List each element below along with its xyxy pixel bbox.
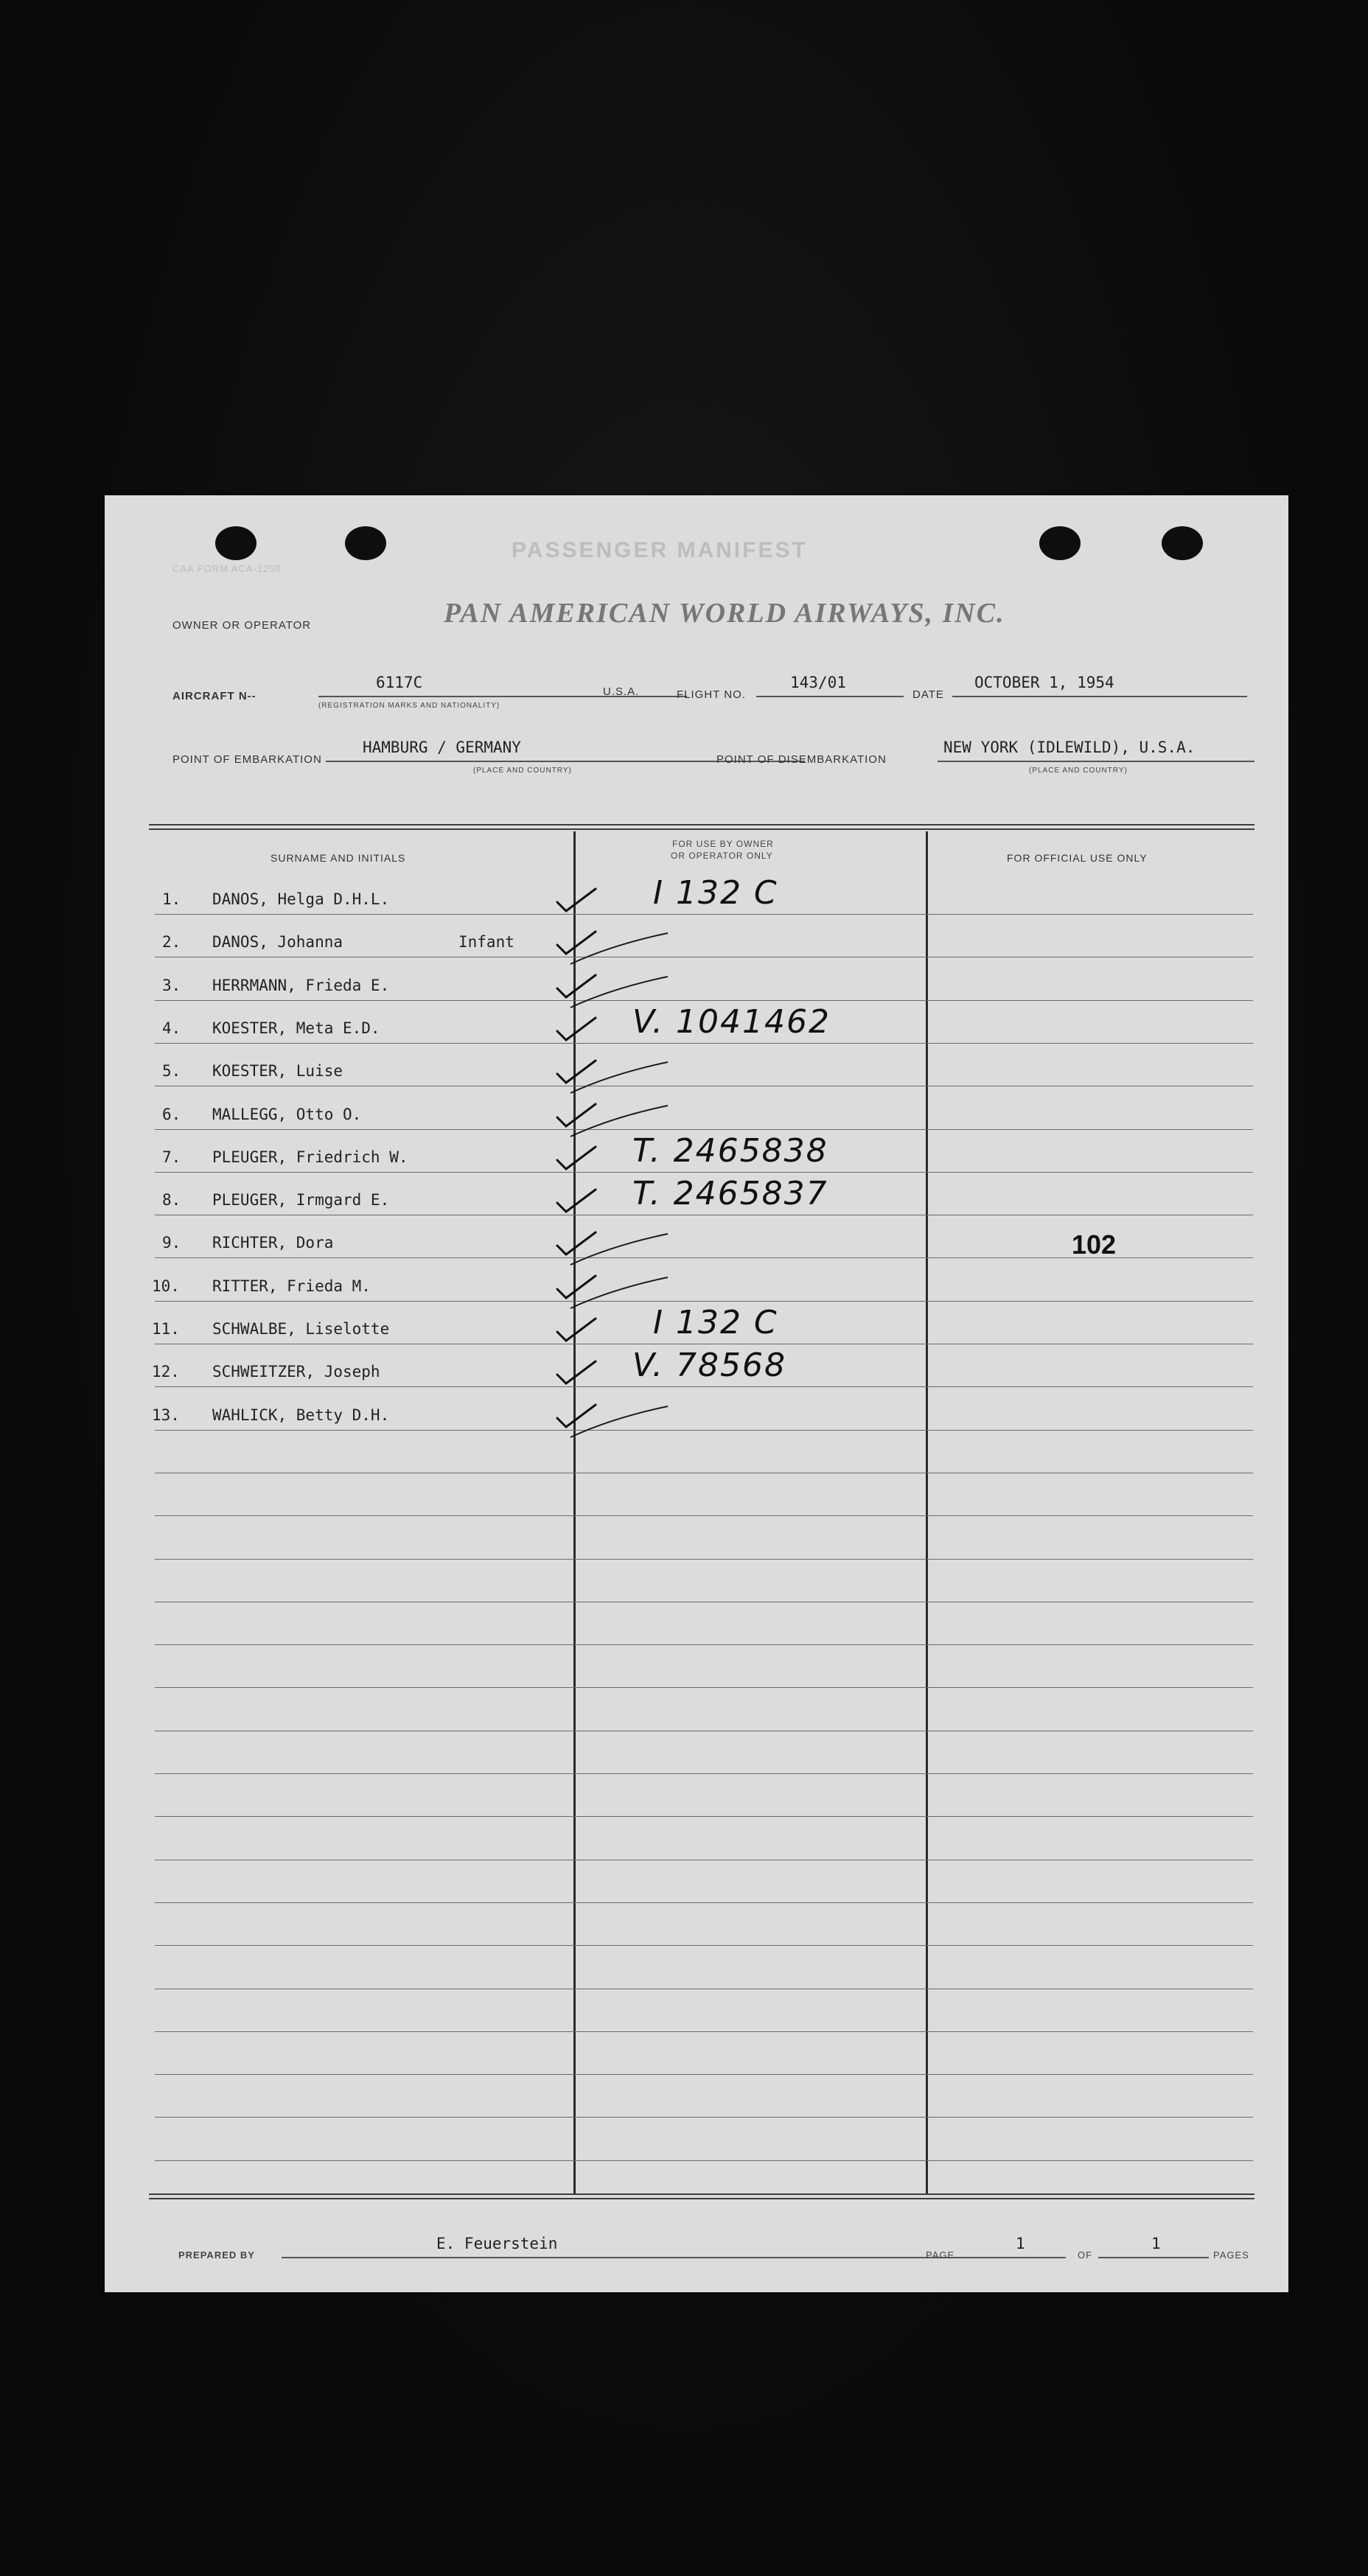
passenger-number: 2. bbox=[162, 933, 181, 951]
passenger-number: 6. bbox=[162, 1106, 181, 1123]
handwritten-code: T. 2465837 bbox=[632, 1175, 828, 1212]
handwritten-code: V. 78568 bbox=[632, 1347, 786, 1384]
handwritten-code: V. 1041462 bbox=[632, 1003, 831, 1041]
passenger-number: 12. bbox=[152, 1363, 180, 1381]
row-rule bbox=[155, 1773, 1253, 1774]
passenger-number: 1. bbox=[162, 890, 181, 908]
passenger-number: 7. bbox=[162, 1148, 181, 1166]
prepared-by-value: E. Feuerstein bbox=[436, 2235, 558, 2252]
row-rule bbox=[155, 1172, 1253, 1173]
slash-mark-icon bbox=[568, 930, 671, 970]
check-mark-icon bbox=[554, 1144, 598, 1176]
passenger-number: 10. bbox=[152, 1277, 180, 1295]
row-rule bbox=[155, 2074, 1253, 2075]
column-divider bbox=[926, 831, 928, 2195]
of-label: OF bbox=[1078, 2249, 1093, 2261]
passenger-number: 8. bbox=[162, 1191, 181, 1209]
passenger-name: WAHLICK, Betty D.H. bbox=[212, 1406, 390, 1424]
row-rule bbox=[155, 2117, 1253, 2118]
passenger-number: 3. bbox=[162, 977, 181, 994]
embarkation-note: (PLACE AND COUNTRY) bbox=[473, 767, 572, 775]
airline-name: PAN AMERICAN WORLD AIRWAYS, INC. bbox=[444, 598, 1005, 629]
punch-hole bbox=[345, 526, 386, 560]
row-rule bbox=[155, 1043, 1253, 1044]
usa-label: U.S.A. bbox=[603, 685, 640, 698]
passenger-number: 13. bbox=[152, 1406, 180, 1424]
row-rule bbox=[155, 1301, 1253, 1302]
passenger-note: Infant bbox=[458, 933, 514, 951]
punch-hole bbox=[1162, 526, 1203, 560]
row-rule bbox=[155, 1816, 1253, 1817]
faded-form-title: PASSENGER MANIFEST bbox=[512, 538, 808, 562]
row-rule bbox=[155, 1687, 1253, 1688]
registration-note: (REGISTRATION MARKS AND NATIONALITY) bbox=[318, 702, 500, 710]
owner-column-header-line1: FOR USE BY OWNER bbox=[672, 839, 774, 849]
owner-column-header-line2: OR OPERATOR ONLY bbox=[671, 851, 773, 861]
row-rule bbox=[155, 2160, 1253, 2161]
row-rule bbox=[155, 2031, 1253, 2032]
slash-mark-icon bbox=[568, 1403, 671, 1443]
passenger-name: KOESTER, Luise bbox=[212, 1062, 343, 1080]
handwritten-code: I 132 C bbox=[653, 1304, 778, 1341]
official-column-header: FOR OFFICIAL USE ONLY bbox=[1007, 852, 1148, 864]
passenger-name: RICHTER, Dora bbox=[212, 1234, 334, 1252]
disembarkation-underline bbox=[938, 761, 1254, 762]
owner-label: OWNER OR OPERATOR bbox=[172, 619, 312, 632]
row-rule bbox=[155, 1902, 1253, 1903]
of-underline bbox=[1098, 2257, 1209, 2258]
row-rule bbox=[155, 1430, 1253, 1431]
aircraft-label: AIRCRAFT N-- bbox=[172, 690, 256, 702]
passenger-name: MALLEGG, Otto O. bbox=[212, 1106, 362, 1123]
prepared-underline bbox=[282, 2257, 989, 2258]
manifest-sheet bbox=[105, 495, 1288, 2292]
surname-column-header: SURNAME AND INITIALS bbox=[271, 852, 406, 864]
check-mark-icon bbox=[554, 1358, 598, 1391]
row-rule bbox=[155, 1000, 1253, 1001]
date-underline bbox=[952, 696, 1247, 697]
table-bottom-rule bbox=[149, 2198, 1254, 2199]
of-value: 1 bbox=[1151, 2235, 1161, 2252]
handwritten-code: I 132 C bbox=[653, 874, 778, 912]
date-label: DATE bbox=[912, 688, 944, 701]
embarkation-value: HAMBURG / GERMANY bbox=[363, 739, 521, 756]
check-mark-icon bbox=[554, 886, 598, 918]
table-top-rule bbox=[149, 824, 1254, 825]
punch-hole bbox=[215, 526, 256, 560]
embarkation-label: POINT OF EMBARKATION bbox=[172, 753, 322, 766]
row-rule bbox=[155, 1644, 1253, 1645]
passenger-name: SCHWEITZER, Joseph bbox=[212, 1363, 380, 1381]
slash-mark-icon bbox=[568, 1059, 671, 1099]
row-rule bbox=[155, 1386, 1253, 1387]
passenger-name: RITTER, Frieda M. bbox=[212, 1277, 371, 1295]
passenger-name: PLEUGER, Friedrich W. bbox=[212, 1148, 408, 1166]
row-rule bbox=[155, 1559, 1253, 1560]
passenger-name: DANOS, Helga D.H.L. bbox=[212, 890, 390, 908]
page-underline bbox=[963, 2257, 1066, 2258]
punch-hole bbox=[1039, 526, 1081, 560]
passenger-number: 5. bbox=[162, 1062, 181, 1080]
passenger-name: PLEUGER, Irmgard E. bbox=[212, 1191, 390, 1209]
passenger-number: 11. bbox=[152, 1320, 180, 1338]
page-label: PAGE bbox=[926, 2249, 955, 2261]
handwritten-code: T. 2465838 bbox=[632, 1132, 828, 1170]
check-mark-icon bbox=[554, 1316, 598, 1348]
passenger-name: HERRMANN, Frieda E. bbox=[212, 977, 390, 994]
flight-value: 143/01 bbox=[790, 674, 846, 691]
disembarkation-value: NEW YORK (IDLEWILD), U.S.A. bbox=[943, 739, 1196, 756]
aircraft-value: 6117C bbox=[376, 674, 423, 691]
slash-mark-icon bbox=[568, 1231, 671, 1271]
row-rule bbox=[155, 914, 1253, 915]
passenger-number: 9. bbox=[162, 1234, 181, 1252]
prepared-by-label: PREPARED BY bbox=[178, 2249, 255, 2261]
date-value: OCTOBER 1, 1954 bbox=[974, 674, 1114, 691]
row-rule bbox=[155, 1129, 1253, 1130]
official-number: 102 bbox=[1072, 1229, 1117, 1260]
table-bottom-rule bbox=[149, 2193, 1254, 2195]
flight-label: FLIGHT NO. bbox=[677, 688, 746, 701]
passenger-number: 4. bbox=[162, 1019, 181, 1037]
check-mark-icon bbox=[554, 1187, 598, 1219]
check-mark-icon bbox=[554, 1015, 598, 1047]
flight-underline bbox=[756, 696, 904, 697]
table-top-rule bbox=[149, 828, 1254, 830]
row-rule bbox=[155, 1515, 1253, 1516]
passenger-name: SCHWALBE, Liselotte bbox=[212, 1320, 390, 1338]
form-number: CAA FORM ACA-1250 bbox=[172, 563, 282, 574]
passenger-name: DANOS, Johanna bbox=[212, 933, 343, 951]
row-rule bbox=[155, 1945, 1253, 1946]
pages-label: PAGES bbox=[1213, 2249, 1249, 2261]
passenger-name: KOESTER, Meta E.D. bbox=[212, 1019, 380, 1037]
page-value: 1 bbox=[1016, 2235, 1025, 2252]
disembarkation-note: (PLACE AND COUNTRY) bbox=[1029, 767, 1128, 775]
disembarkation-label: POINT OF DISEMBARKATION bbox=[716, 753, 887, 766]
